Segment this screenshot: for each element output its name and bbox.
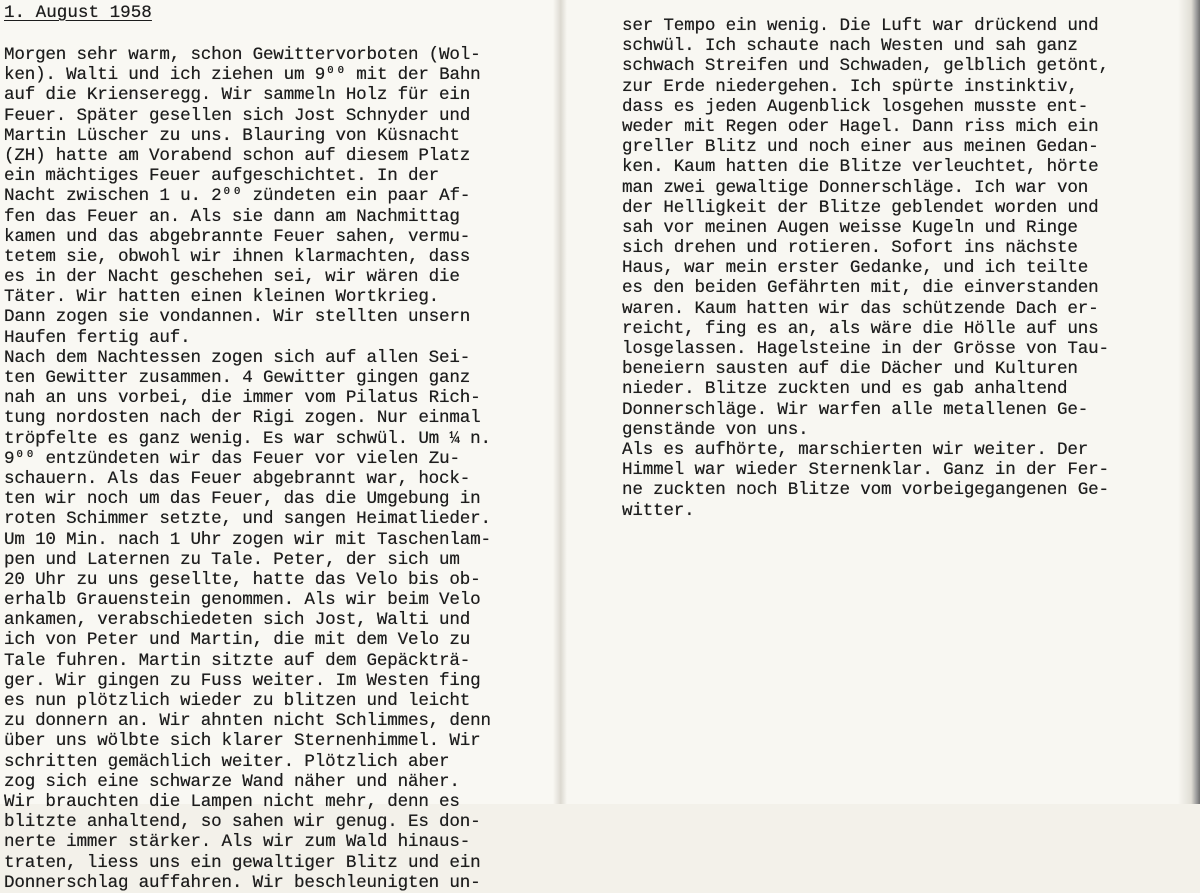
text-line: nah an uns vorbei, die immer vom Pilatus Rich- <box>4 388 481 409</box>
text-line: ankamen, verabschiedeten sich Jost, Walti und <box>4 610 471 631</box>
text-line: schwül. Ich schaute nach Westen und sah ganz <box>622 36 1078 57</box>
text-line: 9⁰⁰ entzündeten wir das Feuer vor vielen Zu- <box>4 448 460 469</box>
page-edge-shadow <box>1178 0 1200 804</box>
text-line: der Helligkeit der Blitze geblendet worden und <box>622 197 1099 218</box>
text-line: erhalb Grauenstein genommen. Als wir beim Velo <box>4 590 481 611</box>
text-line: kamen und das abgebrannte Feuer sahen, vermu- <box>4 226 471 247</box>
text-line: Haufen fertig auf. <box>4 327 191 348</box>
page-gutter <box>553 0 567 804</box>
text-line: beneiern sausten auf die Dächer und Kulturen <box>622 359 1078 380</box>
text-line: weder mit Regen oder Hagel. Dann riss mich ein <box>622 116 1099 137</box>
text-line: sah vor meinen Augen weisse Kugeln und Ringe <box>622 217 1078 238</box>
text-line: Haus, war mein erster Gedanke, und ich teilte <box>622 258 1089 279</box>
text-line: (ZH) hatte am Vorabend schon auf diesem Platz <box>4 145 471 166</box>
text-line: es den beiden Gefährten mit, die einverstanden <box>622 278 1099 299</box>
text-line: Als es aufhörte, marschierten wir weiter. Der <box>622 439 1089 460</box>
text-line: ten Gewitter zusammen. 4 Gewitter gingen ganz <box>4 368 471 388</box>
text-line: zog sich eine schwarze Wand näher und näher. <box>4 771 460 792</box>
text-line: tröpfelte es ganz wenig. Es war schwül. Um ¼ n. <box>4 428 491 449</box>
text-line: ger. Wir gingen zu Fuss weiter. Im Westen fing <box>4 670 481 691</box>
text-line: dass es jeden Augenblick losgehen musste ent- <box>622 96 1089 117</box>
text-line: Um 10 Min. nach 1 Uhr zogen wir mit Taschenlam- <box>4 529 491 550</box>
text-line: reicht, fing es an, als wäre die Hölle auf uns <box>622 318 1099 339</box>
right-page-text <box>622 16 1109 521</box>
text-line: ken). Walti und ich ziehen um 9⁰⁰ mit der Bahn <box>4 65 481 86</box>
text-line: fen das Feuer an. Als sie dann am Nachmittag <box>4 206 460 227</box>
text-line: schritten gemächlich weiter. Plötzlich aber <box>4 751 450 772</box>
text-line: traten, liess uns ein gewaltiger Blitz und ein <box>4 852 481 873</box>
text-line: ten wir noch um das Feuer, das die Umgebung in <box>4 489 481 510</box>
text-line: Täter. Wir hatten einen kleinen Wortkrieg. <box>4 287 440 308</box>
text-line: 20 Uhr zu uns gesellte, hatte das Velo bis ob- <box>4 569 481 590</box>
text-line: Donnerschläge. Wir warfen alle metallenen Ge- <box>622 399 1089 420</box>
text-line: waren. Kaum hatten wir das schützende Dach er- <box>622 298 1099 319</box>
text-line: genstände von uns. <box>622 419 809 440</box>
text-line: witter. <box>622 500 695 521</box>
text-line: Tale fuhren. Martin sitzte auf dem Gepäckträ- <box>4 650 471 671</box>
text-line: roten Schimmer setzte, und sangen Heimatlieder. <box>4 509 491 530</box>
text-line: es in der Nacht geschehen sei, wir wären die <box>4 267 460 288</box>
text-line: zur Erde niedergehen. Ich spürte instinktiv, <box>622 76 1078 97</box>
text-line: ken. Kaum hatten die Blitze verleuchtet, hörte <box>622 157 1099 178</box>
text-line: nerte immer stärker. Als wir zum Wald hinaus- <box>4 832 471 853</box>
text-line: losgelassen. Hagelsteine in der Grösse von Tau- <box>622 339 1109 359</box>
text-line: auf die Krienseregg. Wir sammeln Holz für ein <box>4 85 471 106</box>
text-line: zu donnern an. Wir ahnten nicht Schlimmes, denn <box>4 711 491 732</box>
left-page-text <box>4 45 491 893</box>
text-line: Dann zogen sie vondannen. Wir stellten unsern <box>4 307 471 328</box>
text-line: Morgen sehr warm, schon Gewittervorboten (Wol- <box>4 45 481 65</box>
text-line: ne zuckten noch Blitze vom vorbeigegangenen Ge- <box>622 480 1109 501</box>
text-line: nieder. Blitze zuckten und es gab anhaltend <box>622 379 1068 400</box>
text-line: Donnerschlag auffahren. Wir beschleunigten un- <box>4 872 481 893</box>
text-line: Nach dem Nachtessen zogen sich auf allen Sei- <box>4 347 471 368</box>
text-line: Martin Lüscher zu uns. Blauring von Küsnacht <box>4 125 460 146</box>
text-line: schwach Streifen und Schwaden, gelblich getönt, <box>622 56 1109 77</box>
text-line: ein mächtiges Feuer aufgeschichtet. In der <box>4 166 440 187</box>
text-line: schauern. Als das Feuer abgebrannt war, hock- <box>4 468 471 489</box>
text-line: pen und Laternen zu Tale. Peter, der sich um <box>4 549 460 570</box>
text-line: ser Tempo ein wenig. Die Luft war drückend und <box>622 16 1099 36</box>
date-heading: 1. August 1958 <box>4 3 152 23</box>
text-line: tung nordosten nach der Rigi zogen. Nur einmal <box>4 408 481 429</box>
text-line: Nacht zwischen 1 u. 2⁰⁰ zündeten ein paar Af- <box>4 186 471 207</box>
text-line: sich drehen und rotieren. Sofort ins nächste <box>622 238 1078 259</box>
text-line: man zwei gewaltige Donnerschläge. Ich war von <box>622 177 1089 198</box>
text-line: tetem sie, obwohl wir ihnen klarmachten, dass <box>4 246 471 267</box>
text-line: es nun plötzlich wieder zu blitzen und leicht <box>4 691 471 711</box>
text-line: Himmel war wieder Sternenklar. Ganz in der Fer- <box>622 460 1109 481</box>
text-line: ich von Peter und Martin, die mit dem Velo zu <box>4 630 471 651</box>
text-line: über uns wölbte sich klarer Sternenhimmel. Wir <box>4 731 481 752</box>
text-line: Feuer. Später gesellen sich Jost Schnyder und <box>4 105 471 126</box>
text-line: Wir brauchten die Lampen nicht mehr, denn es <box>4 791 460 812</box>
text-line: blitzte anhaltend, so sahen wir genug. Es don- <box>4 812 481 833</box>
text-line: greller Blitz und noch einer aus meinen Gedan- <box>622 137 1099 158</box>
